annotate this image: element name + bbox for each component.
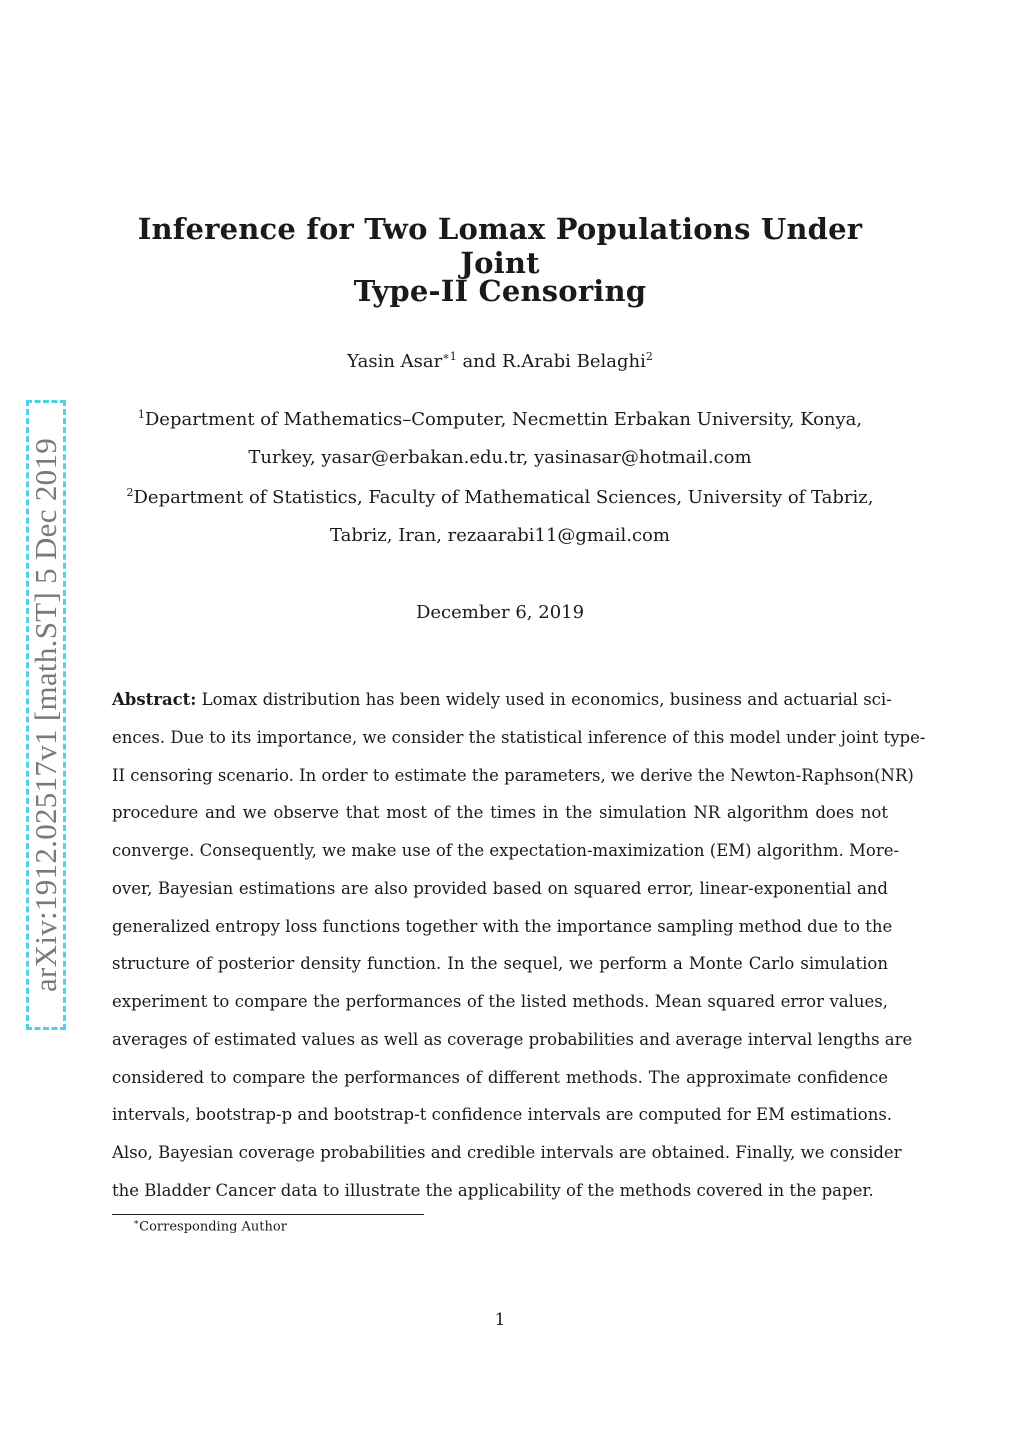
affiliation-1-line-1 (100, 408, 900, 430)
paper-date: December 6, 2019 (415, 602, 585, 623)
affiliation-2-text: Department of Statistics, Faculty of Mathematical Sciences, University of Tabriz, (133, 487, 874, 508)
abstract-line: procedure and we observe that most of the times in the simulation NR algorithm does not (112, 803, 888, 823)
author-2-mark: 2 (645, 350, 653, 363)
affiliation-1-mark: 1 (137, 408, 145, 421)
author-1-mark: ∗1 (442, 350, 457, 363)
affiliation-1-text: Department of Mathematics–Computer, Necmettin Erbakan University, Konya, (144, 409, 863, 430)
abstract-line: the Bladder Cancer data to illustrate the applicability of the methods covered in the paper. (112, 1180, 874, 1200)
abstract-line: considered to compare the performances of different methods. The approximate confidence (112, 1067, 888, 1087)
abstract-line: generalized entropy loss functions together with the importance sampling method due to the (112, 916, 893, 936)
paper-title-line-2: Type-II Censoring (353, 274, 647, 308)
author-1: Yasin Asar (347, 351, 443, 372)
footnote-rule (112, 1214, 424, 1215)
abstract-line: averages of estimated values as well as coverage probabilities and average interval lengths are (112, 1029, 913, 1049)
abstract-line: converge. Consequently, we make use of the expectation-maximization (EM) algorithm. More- (112, 841, 900, 860)
affiliation-1-line-2: Turkey, yasar@erbakan.edu.tr, yasinasar@hotmail.com (248, 447, 752, 468)
arxiv-stamp[interactable]: arXiv:1912.02517v1 [math.ST] 5 Dec 2019 (28, 437, 63, 993)
footnote-mark: ∗ (133, 1218, 140, 1228)
affiliation-2-line-1 (100, 486, 900, 508)
abstract-line: II censoring scenario. In order to estimate the parameters, we derive the Newton-Raphson(NR) (112, 765, 914, 785)
abstract-line: ences. Due to its importance, we consider the statistical inference of this model under joint type- (112, 727, 926, 747)
abstract (112, 686, 926, 1215)
paper-title-line-1: Inference for Two Lomax Populations Under Joint (137, 212, 863, 280)
page-number: 1 (494, 1310, 506, 1330)
abstract-line: over, Bayesian estimations are also provided based on squared error, linear-exponential and (112, 878, 888, 898)
abstract-text: Lomax distribution has been widely used in economics, business and actuarial sci- (201, 690, 892, 709)
affiliation-2-line-2: Tabriz, Iran, rezaarabi11@gmail.com (330, 525, 670, 546)
abstract-line: Also, Bayesian coverage probabilities and credible intervals are obtained. Finally, we consider (112, 1143, 902, 1162)
affiliation-2-mark: 2 (126, 486, 134, 499)
abstract-line (112, 686, 892, 724)
footnote (133, 1218, 287, 1234)
abstract-line: experiment to compare the performances of the listed methods. Mean squared error values, (112, 992, 888, 1011)
footnote-text: Corresponding Author (139, 1219, 287, 1235)
abstract-line: intervals, bootstrap-p and bootstrap-t confidence intervals are computed for EM estimations. (112, 1105, 893, 1125)
author-2: R.Arabi Belaghi (502, 351, 646, 372)
abstract-line: structure of posterior density function. In the sequel, we perform a Monte Carlo simulation (112, 954, 888, 974)
author-connector: and (456, 351, 503, 372)
abstract-label: Abstract: (112, 690, 197, 709)
author-list (100, 350, 900, 372)
